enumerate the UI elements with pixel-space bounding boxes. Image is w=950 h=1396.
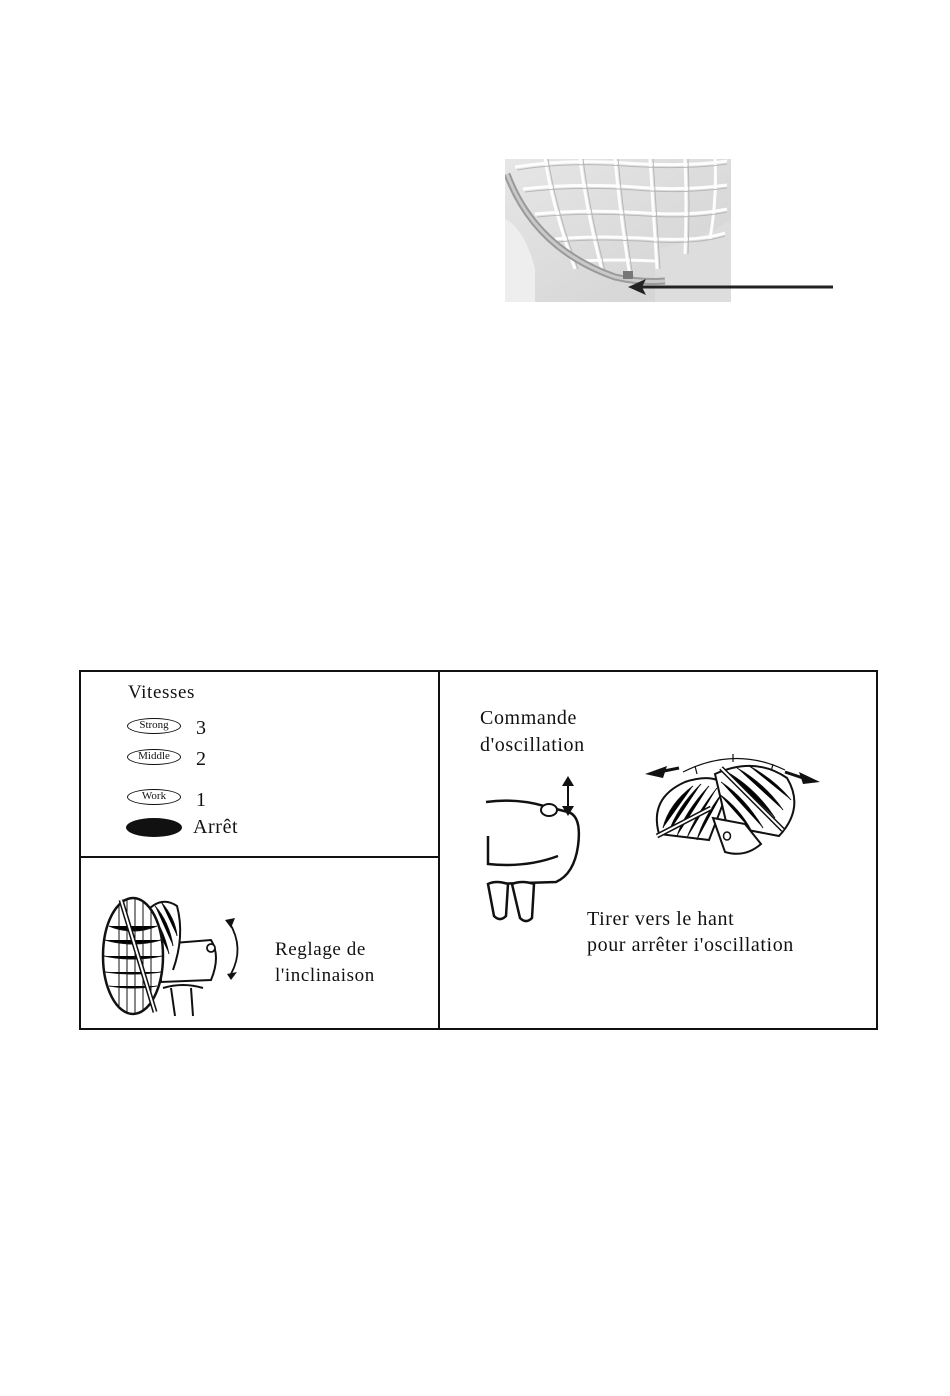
tilt-label-line1: Reglage de xyxy=(275,939,366,960)
off-button xyxy=(126,818,182,837)
work-speed-value: 1 xyxy=(196,789,206,811)
oscillation-instruction-line2: pour arrêter i'oscillation xyxy=(587,934,794,956)
oscillation-heading-line1: Commande xyxy=(480,707,578,729)
middle-speed-value: 2 xyxy=(196,748,206,770)
oscillation-knob-illustration xyxy=(486,776,591,926)
oscillation-instruction-line1: Tirer vers le hant xyxy=(587,908,735,930)
panel-divider-horizontal xyxy=(81,856,440,858)
controls-panel xyxy=(79,670,878,1030)
speed-heading: Vitesses xyxy=(128,682,195,703)
panel-divider-vertical xyxy=(438,672,440,1028)
fan-tilt-illustration xyxy=(99,896,239,1018)
off-label: Arrêt xyxy=(193,816,239,838)
strong-speed-button: Strong xyxy=(127,718,181,734)
tilt-label-line2: l'inclinaison xyxy=(275,965,375,986)
tilt-arrow-icon xyxy=(223,916,247,980)
oscillation-fan-illustration xyxy=(645,748,820,860)
middle-speed-button: Middle xyxy=(127,749,181,765)
oscillation-heading-line2: d'oscillation xyxy=(480,734,585,756)
pointer-arrow-icon xyxy=(628,276,833,298)
work-speed-button: Work xyxy=(127,789,181,805)
strong-speed-value: 3 xyxy=(196,717,206,739)
